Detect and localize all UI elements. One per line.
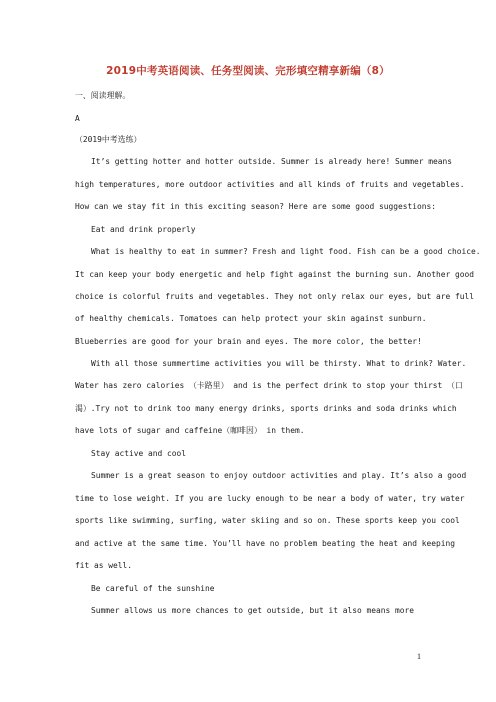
subheading-sunshine: Be careful of the sunshine (91, 584, 215, 593)
para4-line: sports like swimming, surfing, water skiing and so on. These sports keep you cool (75, 516, 460, 525)
para3-line: 渴）.Try not to drink too many energy drinks, sports drinks and soda drinks which (75, 404, 457, 413)
para1-line: How can we stay fit in this exciting season? Here are some good suggestions: (75, 202, 437, 211)
para5-line: Summer allows us more chances to get outside, but it also means more (91, 606, 415, 615)
para2-line: choice is colorful fruits and vegetables. They not only relax our eyes, but are full (75, 292, 475, 301)
para4-line: and active at the same time. You’ll have no problem beating the heat and keeping (75, 539, 456, 548)
para2-line: It can keep your body energetic and help fight against the burning sun. Another good (75, 270, 475, 279)
para2-line: Blueberries are good for your brain and eyes. The more color, the better! (75, 337, 422, 346)
para2-line: of healthy chemicals. Tomatoes can help protect your skin against sunburn. (75, 314, 427, 323)
section-heading: 一、阅读理解。 (75, 91, 131, 100)
para3-line: With all those summertime activities you will be thirsty. What to drink? Water. (91, 359, 467, 368)
para4-line: time to lose weight. If you are lucky enough to be near a body of water, try water (75, 494, 465, 503)
page-number: 1 (417, 652, 421, 661)
para4-line: fit as well. (75, 561, 133, 570)
para2-line: What is healthy to eat in summer? Fresh and light food. Fish can be a good choice. (91, 247, 481, 256)
passage-label: A (75, 114, 80, 123)
document-title: 2019中考英语阅读、任务型阅读、完形填空精享新编（8） (106, 65, 390, 77)
subheading-stay-active: Stay active and cool (91, 449, 187, 458)
para1-line: It’s getting hotter and hotter outside. Summer is already here! Summer means (91, 157, 453, 166)
para1-line: high temperatures, more outdoor activities and all kinds of fruits and vegetables. (75, 180, 465, 189)
subheading-eat-drink: Eat and drink properly (91, 225, 196, 234)
source-note: （2019中考选练） (75, 135, 142, 144)
para3-line: have lots of sugar and caffeine（咖啡因） in them. (75, 426, 305, 435)
para4-line: Summer is a great season to enjoy outdoor activities and play. It’s also a good (91, 471, 467, 480)
para3-line: Water has zero calories （卡路里） and is the perfect drink to stop your thirst （口 (75, 381, 463, 390)
